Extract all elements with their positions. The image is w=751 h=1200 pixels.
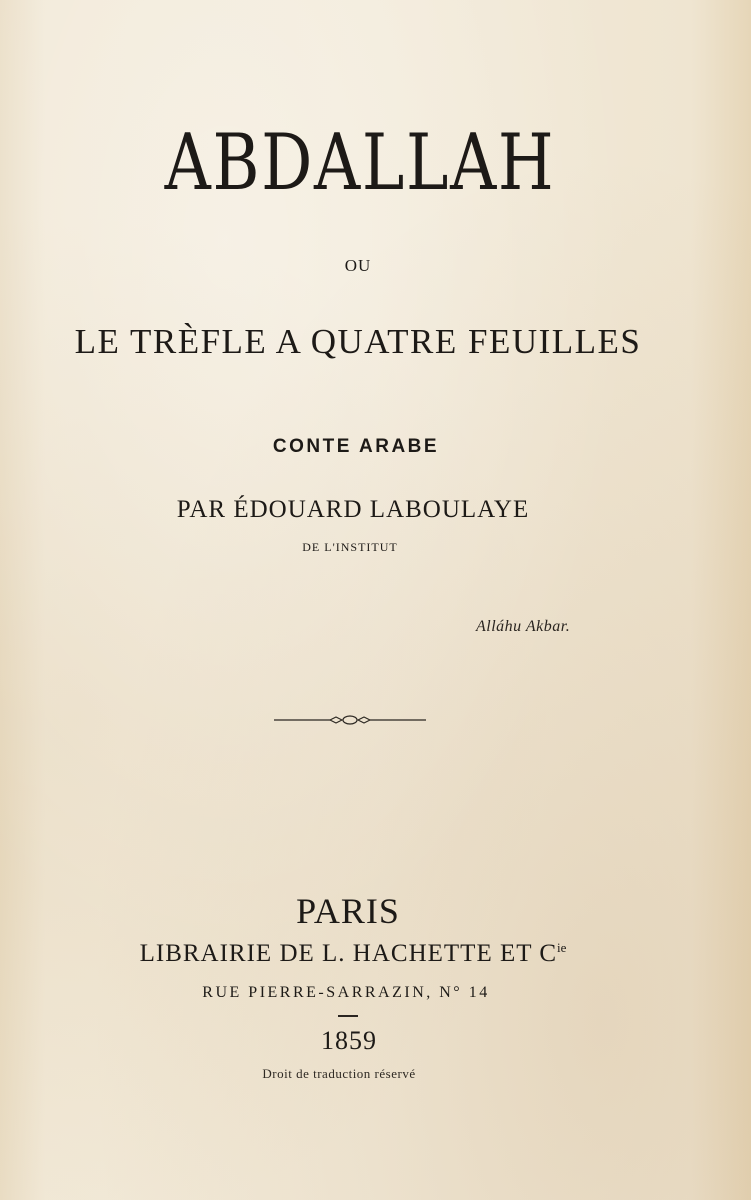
author-line: PAR ÉDOUARD LABOULAYE: [176, 496, 530, 523]
genre-label: CONTE ARABE: [272, 436, 440, 457]
author-affiliation: DE L'INSTITUT: [302, 540, 398, 554]
publisher-line: [0, 940, 706, 968]
publication-year: 1859: [321, 1026, 377, 1055]
publisher-name: LIBRAIRIE DE L. HACHETTE ET C: [139, 940, 557, 967]
short-rule-divider: [338, 1015, 358, 1017]
publisher-address: RUE PIERRE-SARRAZIN, N° 14: [202, 984, 490, 1001]
publisher-superscript: ie: [557, 940, 567, 955]
epigraph: Alláhu Akbar.: [476, 618, 571, 635]
rights-notice: Droit de traduction réservé: [262, 1066, 416, 1081]
book-subtitle: LE TRÈFLE A QUATRE FEUILLES: [74, 322, 642, 361]
ornament-divider-icon: [272, 712, 428, 728]
title-connector: OU: [344, 256, 372, 275]
book-title: ABDALLAH: [164, 118, 556, 208]
publication-city: PARIS: [296, 891, 400, 931]
